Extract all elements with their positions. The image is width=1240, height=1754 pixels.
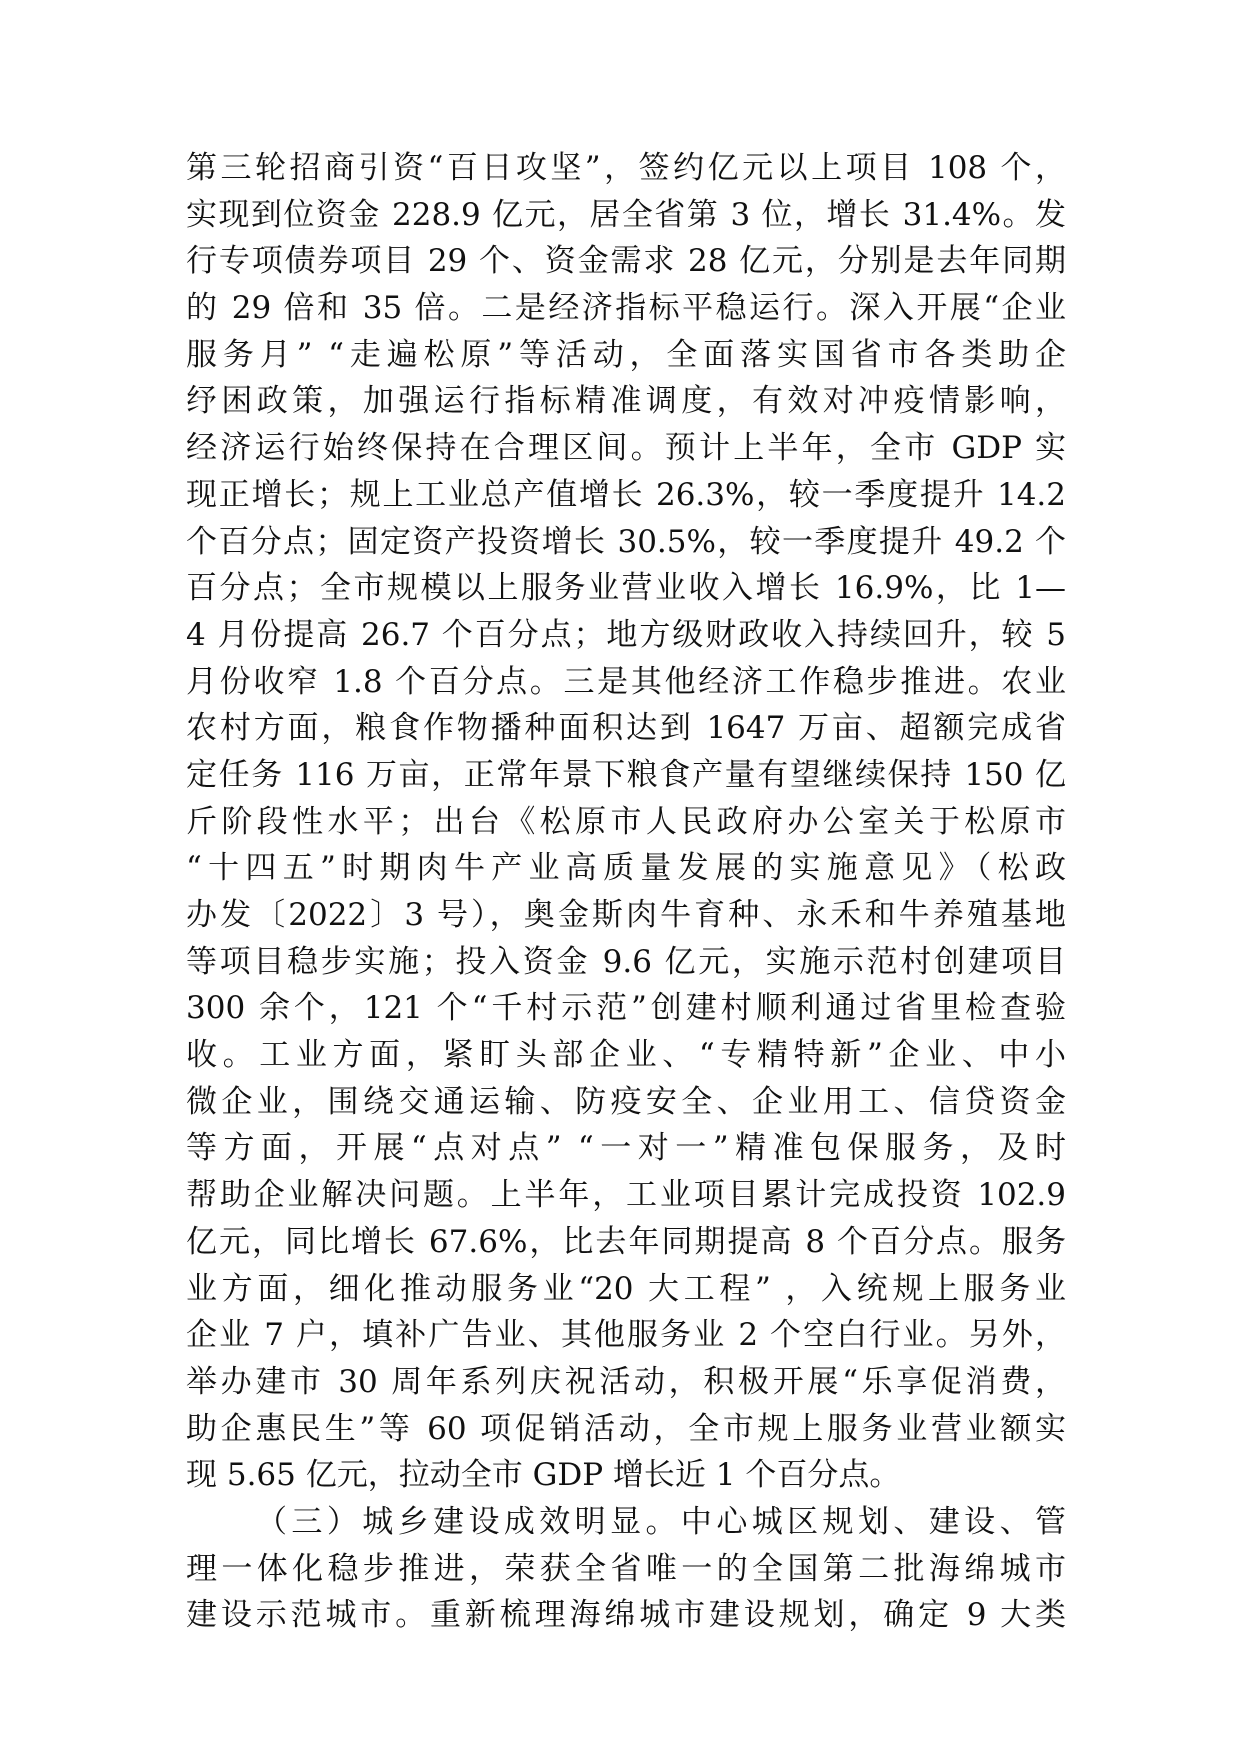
text-line: 建设示范城市。重新梳理海绵城市建设规划，确定 9 大类 [186,1597,1066,1634]
text-line: 农村方面，粮食作物播种面积达到 1647 万亩、超额完成省 [186,710,1066,747]
text-line: 月份收窄 1.8 个百分点。三是其他经济工作稳步推进。农业 [186,663,1066,700]
text-line: 助企惠民生”等 60 项促销活动，全市规上服务业营业额实 [186,1410,1066,1447]
body-text [186,149,1066,1643]
text-line: 个百分点；固定资产投资增长 30.5%，较一季度提升 49.2 个 [186,523,1066,560]
text-line: 现正增长；规上工业总产值增长 26.3%，较一季度提升 14.2 [186,476,1066,513]
paragraph-end-line: 现 5.65 亿元，拉动全市 GDP 增长近 1 个百分点。 [186,1457,901,1494]
section-heading-line: （三）城乡建设成效明显。中心城区规划、建设、管 [256,1503,1066,1540]
text-line: 实现到位资金 228.9 亿元，居全省第 3 位，增长 31.4%。发 [186,196,1066,233]
text-line: 微企业，围绕交通运输、防疫安全、企业用工、信贷资金 [186,1083,1066,1120]
text-line: 理一体化稳步推进，荣获全省唯一的全国第二批海绵城市 [186,1550,1066,1587]
text-line: 百分点；全市规模以上服务业营业收入增长 16.9%，比 1— [186,570,1066,607]
text-line: 行专项债券项目 29 个、资金需求 28 亿元，分别是去年同期 [186,243,1066,280]
text-line: 业方面，细化推动服务业“20 大工程” ，入统规上服务业 [186,1270,1066,1307]
text-line: 服务月” “走遍松原”等活动，全面落实国省市各类助企 [186,336,1066,373]
text-line: 300 余个，121 个“千村示范”创建村顺利通过省里检查验 [186,990,1066,1027]
text-line: 第三轮招商引资“百日攻坚”，签约亿元以上项目 108 个， [186,150,1066,186]
text-line: 收。工业方面，紧盯头部企业、“专精特新”企业、中小 [186,1037,1066,1074]
text-line: 企业 7 户，填补广告业、其他服务业 2 个空白行业。另外， [186,1317,1066,1354]
text-line: 帮助企业解决问题。上半年，工业项目累计完成投资 102.9 [186,1177,1066,1214]
text-line: “十四五”时期肉牛产业高质量发展的实施意见》（松政 [186,850,1066,887]
text-line: 等方面，开展“点对点” “一对一”精准包保服务，及时 [186,1130,1066,1167]
text-line: 亿元，同比增长 67.6%，比去年同期提高 8 个百分点。服务 [186,1223,1066,1260]
text-line: 经济运行始终保持在合理区间。预计上半年，全市 GDP 实 [186,430,1066,467]
text-line: 斤阶段性水平；出台《松原市人民政府办公室关于松原市 [186,803,1066,840]
text-line: 定任务 116 万亩，正常年景下粮食产量有望继续保持 150 亿 [186,756,1066,793]
text-line: 等项目稳步实施；投入资金 9.6 亿元，实施示范村创建项目 [186,943,1066,980]
text-line: 纾困政策，加强运行指标精准调度，有效对冲疫情影响， [186,383,1066,420]
text-line: 举办建市 30 周年系列庆祝活动，积极开展“乐享促消费， [186,1363,1066,1400]
text-line: 办发〔2022〕3 号），奥金斯肉牛育种、永禾和牛养殖基地 [186,897,1066,933]
text-line: 的 29 倍和 35 倍。二是经济指标平稳运行。深入开展“企业 [186,290,1066,327]
text-line: 4 月份提高 26.7 个百分点；地方级财政收入持续回升，较 5 [186,616,1066,653]
